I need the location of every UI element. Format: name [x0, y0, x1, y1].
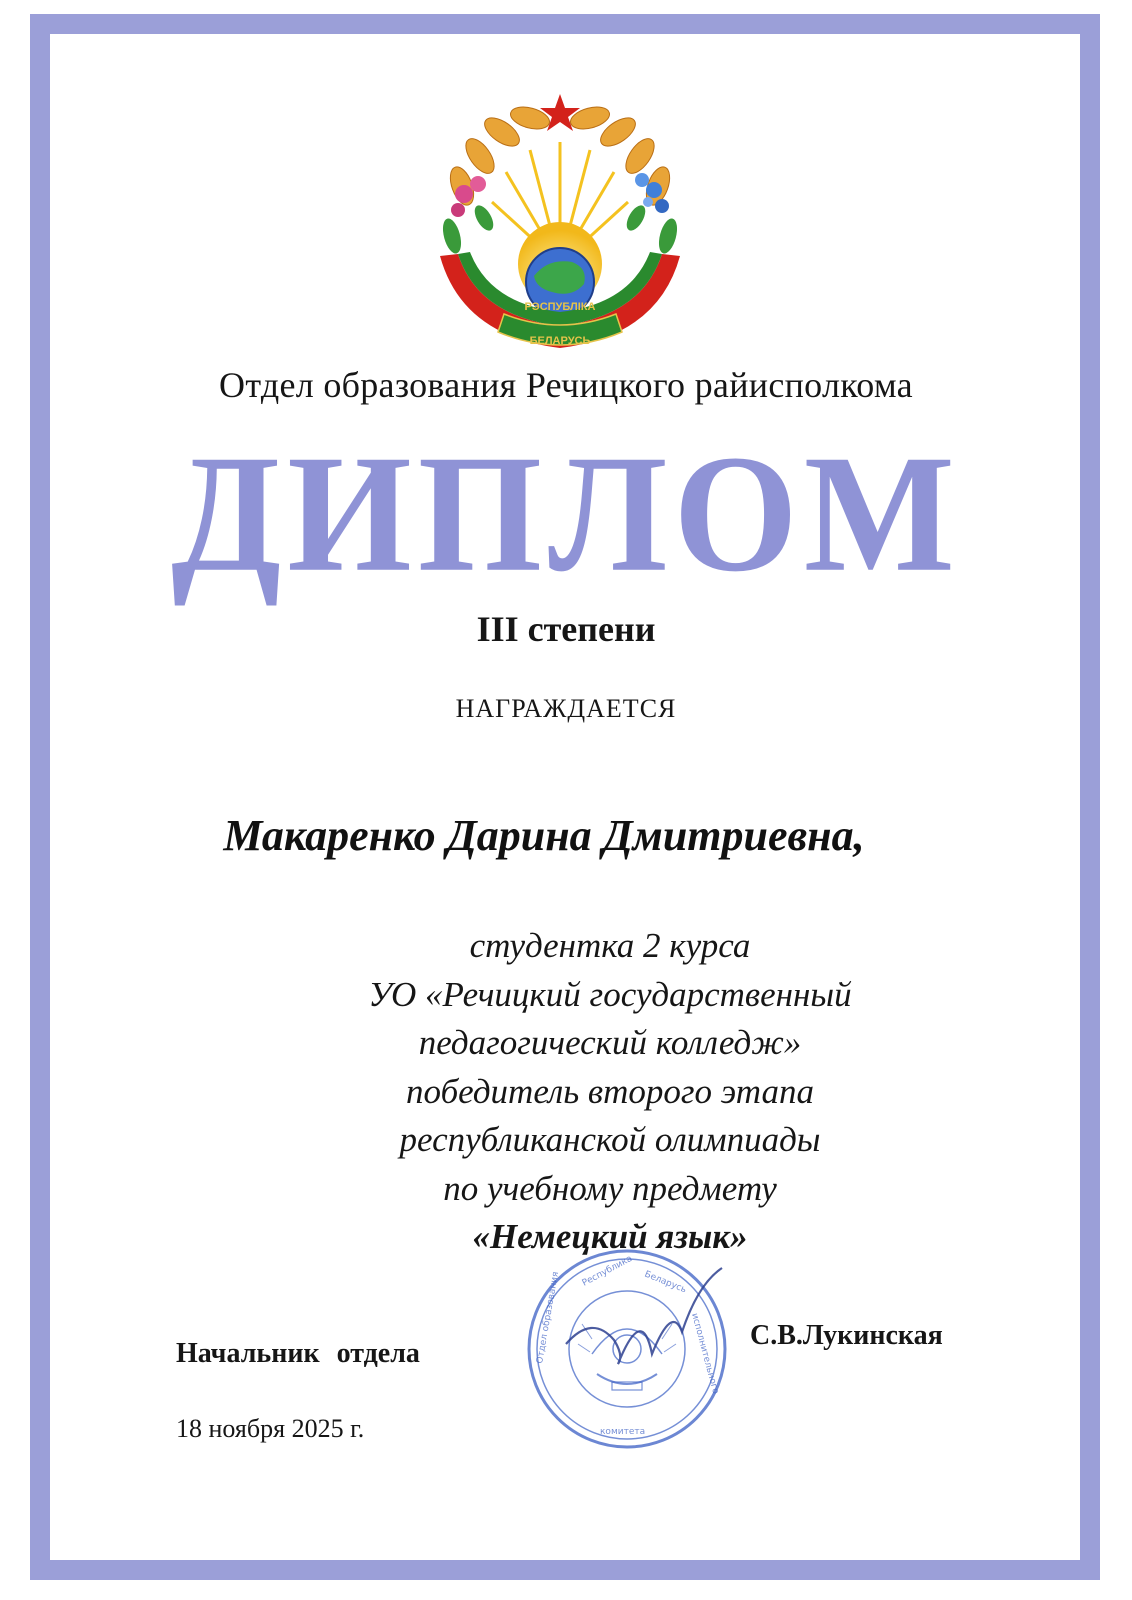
state-emblem-icon [422, 86, 698, 362]
detail-line: студентка 2 курса [469, 926, 751, 965]
award-degree: III степени [476, 609, 656, 649]
detail-line: победитель второго этапа [406, 1071, 814, 1111]
awarded-label: НАГРАЖДАЕТСЯ [455, 694, 677, 723]
svg-text:исполнительного: исполнительного [689, 1312, 721, 1396]
detail-line: педагогический колледж» [418, 1023, 802, 1062]
award-details [260, 922, 960, 1262]
detail-line: республиканской олимпиады [399, 1120, 821, 1159]
detail-line: по учебному предмету [443, 1168, 777, 1208]
detail-line: УО «Речицкий государственный [368, 974, 852, 1014]
recipient-name: Макаренко Дарина Дмитриевна, [223, 811, 865, 860]
detail-line-subject: «Немецкий язык» [472, 1217, 748, 1256]
svg-text:Беларусь: Беларусь [642, 1269, 688, 1296]
signatory-position: Начальник отдела [176, 1338, 420, 1369]
official-seal-icon [522, 1244, 732, 1454]
signatory-name: С.В.Лукинская [750, 1320, 943, 1351]
emblem-band-top: РЭСПУБЛІКА [524, 301, 596, 313]
emblem-band-bottom: БЕЛАРУСЬ [529, 335, 591, 347]
issuer-name: Отдел образования Речицкого райисполкома [219, 365, 913, 405]
svg-text:Республика: Республика [580, 1253, 635, 1289]
issue-date: 18 ноября 2025 г. [176, 1414, 365, 1443]
document-title: ДИПЛОМ [171, 419, 961, 607]
svg-text:Отдел образования: Отдел образования [535, 1270, 562, 1365]
svg-text:комитета: комитета [600, 1427, 646, 1437]
